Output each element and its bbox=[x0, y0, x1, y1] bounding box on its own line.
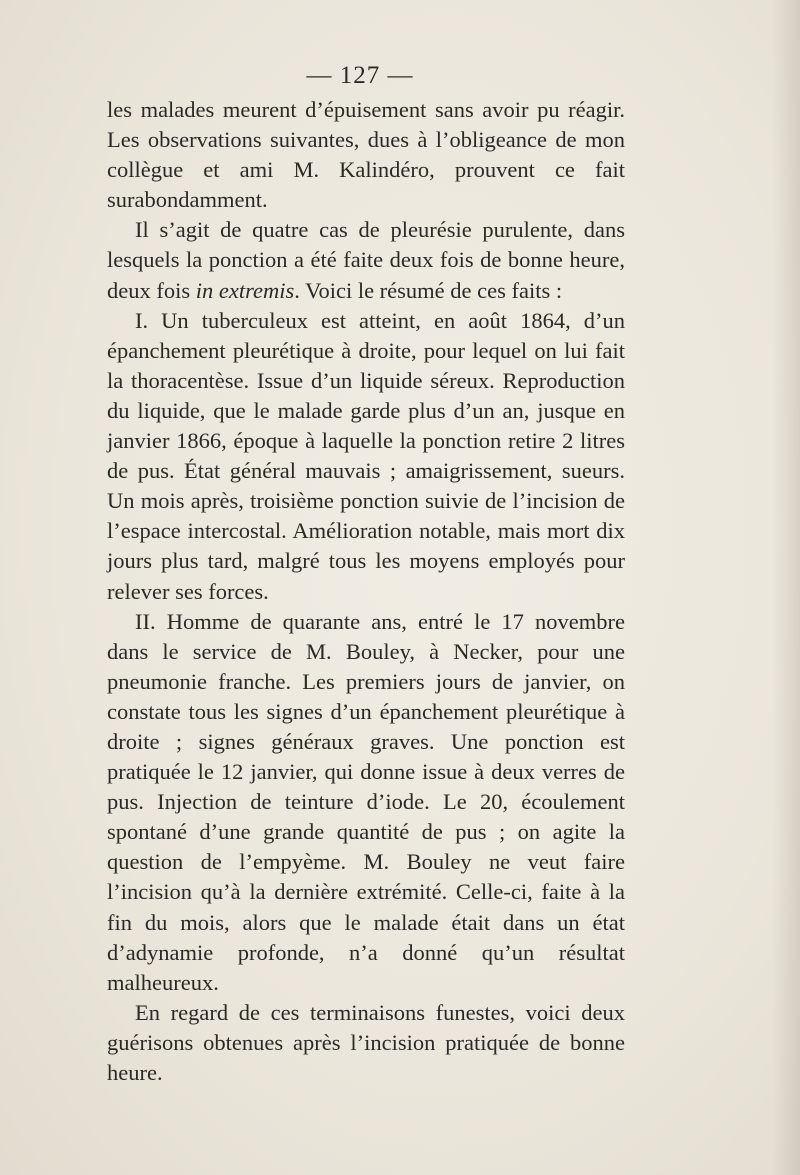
paragraph-2-italic: in extremis bbox=[195, 277, 295, 303]
paragraph-3-observation-1: I. Un tuberculeux est atteint, en août 1864, d’un épanchement pleurétique à droite, pour lequel on lui fait la thoracentèse. Issue d’un liquide séreux. Reproduction du liquide, que le malade garde plus d’un an, jusque en janvier 1866, époque à laquelle la ponction retire 2 litres de pus. État général mauvais ; amaigrissement, sueurs. Un mois après, troisième ponction suivie de l’incision de l’espace intercostal. Amélioration notable, mais mort dix jours plus tard, malgré tous les moyens employés pour relever ses forces. bbox=[107, 307, 625, 604]
paragraph-1: les malades meurent d’épuisement sans avoir pu réagir. Les observations suivantes, dues à l’obligeance de mon collègue et ami M. Kalindéro, prouvent ce fait surabondamment. bbox=[107, 97, 625, 213]
page-edge-shadow bbox=[772, 0, 800, 1175]
page-number: — 127 — bbox=[306, 62, 414, 89]
paragraph-4-observation-2: II. Homme de quarante ans, entré le 17 novembre dans le service de M. Bouley, à Necker, pour une pneumonie franche. Les premiers jours de janvier, on constate tous les signes d’un épanchement pleurétique à droite ; signes généraux graves. Une ponction est pratiquée le 12 janvier, qui donne issue à deux verres de pus. Injection de teinture d’iode. Le 20, écoulement spontané d’une grande quantité de pus ; on agite la question de l’empyème. M. Bouley ne veut faire l’incision qu’à la dernière extrémité. Celle-ci, faite à la fin du mois, alors que le malade était dans un état d’adynamie profonde, n’a donné qu’un résultat malheureux. bbox=[107, 608, 625, 995]
paragraph-2 bbox=[107, 215, 625, 305]
paragraph-2-before: Il s’agit de quatre cas de pleurésie purulente, dans lesquels la ponction a été faite deux fois de bonne heure, deux fois bbox=[107, 217, 625, 303]
paragraph-2-after: . Voici le résumé de ces faits : bbox=[294, 277, 563, 303]
paragraph-5: En regard de ces terminaisons funestes, voici deux guérisons obtenues après l’incision pratiquée de bonne heure. bbox=[107, 999, 625, 1085]
body-text bbox=[107, 95, 625, 1088]
